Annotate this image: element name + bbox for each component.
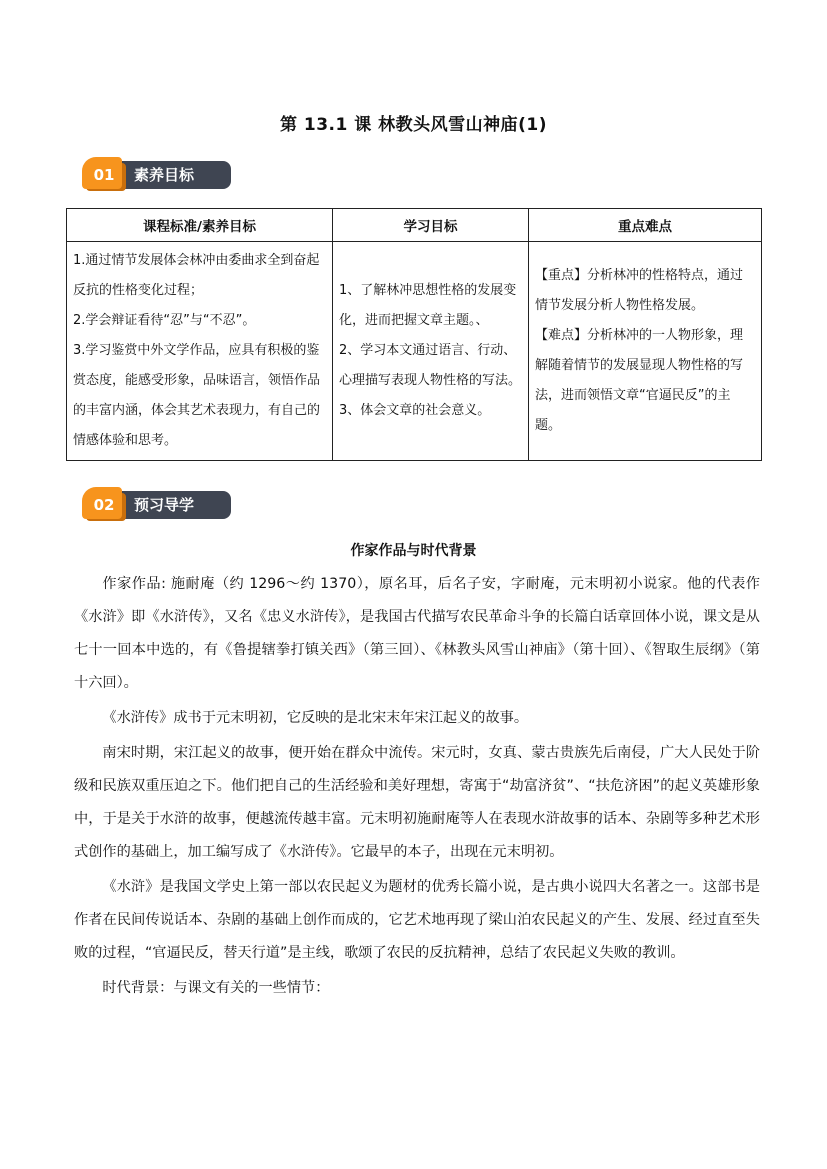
standards-item: 2.学会辩证看待“忍”与“不忍”。 (73, 313, 256, 328)
section-badge-preview (82, 487, 232, 521)
objective-item: 3、体会文章的社会意义。 (339, 403, 491, 418)
key-point-item: 【重点】分析林冲的性格特点，通过情节发展分析人物性格发展。 (535, 268, 744, 313)
sub-heading: 作家作品与时代背景 (350, 543, 477, 559)
page-title: 第 13.1 课 林教头风雪山神庙(1) (279, 115, 548, 135)
standards-cell (67, 242, 333, 461)
section-label: 预习导学 (134, 496, 195, 514)
table-header-row (67, 209, 762, 242)
article-body (74, 568, 760, 1005)
key-points-cell (529, 242, 762, 461)
paragraph: 《水浒传》成书于元末明初，它反映的是北宋末年宋江起义的故事。 (102, 710, 529, 726)
section-badge-goals (82, 157, 232, 191)
objective-item: 1、了解林冲思想性格的发展变化，进而把握文章主题。、 (339, 283, 517, 328)
goals-table (66, 208, 762, 461)
objective-item: 2、学习本文通过语言、行动、心理描写表现人物性格的写法。 (339, 343, 522, 388)
section-label: 素养目标 (134, 166, 195, 184)
paragraph: 《水浒》是我国文学史上第一部以农民起义为题材的优秀长篇小说，是古典小说四大名著之一。这部书是作者在民间传说话本、杂剧的基础上创作而成的，它艺术地再现了梁山泊农民起义的产生、发展、经过直至失败的过程，“官逼民反，替天行道”是主线，歌颂了农民的反抗精神，总结了农民起义失败的教训。 (74, 879, 760, 961)
section-number: 02 (93, 496, 115, 514)
standards-item: 1.通过情节发展体会林冲由委曲求全到奋起反抗的性格变化过程； (73, 253, 320, 298)
paragraph: 时代背景：与课文有关的一些情节： (102, 980, 330, 996)
paragraph: 作家作品: 施耐庵（约 1296～约 1370），原名耳，后名子安，字耐庵，元末明初小说家。他的代表作《水浒》即《水浒传》，又名《忠义水浒传》，是我国古代描写农民革命斗争的长篇白话章回体小说，课文是从七十一回本中选的，有《鲁提辖拳打镇关西》（第三回）、《林教头风雪山神庙》（第十回）、《智取生辰纲》（第十六回）。 (74, 576, 760, 691)
standards-item: 3.学习鉴赏中外文学作品，应具有积极的鉴赏态度，能感受形象，品味语言，领悟作品的丰富内涵，体会其艺术表现力，有自己的情感体验和思考。 (73, 343, 321, 448)
key-point-item: 【难点】分析林冲的一人物形象，理解随着情节的发展显现人物性格的写法，进而领悟文章“官逼民反”的主题。 (535, 328, 744, 433)
table-row (67, 242, 762, 461)
paragraph: 南宋时期，宋江起义的故事，便开始在群众中流传。宋元时，女真、蒙古贵族先后南侵，广大人民处于阶级和民族双重压迫之下。他们把自己的生活经验和美好理想，寄寓于“劫富济贫”、“扶危济困”的起义英雄形象中，于是关于水浒的故事，便越流传越丰富。元末明初施耐庵等人在表现水浒故事的话本、杂剧等多种艺术形式创作的基础上，加工编写成了《水浒传》。它最早的本子，出现在元末明初。 (74, 745, 760, 860)
table-header-standards: 课程标准/素养目标 (67, 209, 333, 242)
table-header-objectives: 学习目标 (333, 209, 529, 242)
table-header-key-points: 重点难点 (529, 209, 762, 242)
objectives-cell (333, 242, 529, 461)
section-number: 01 (93, 166, 115, 184)
